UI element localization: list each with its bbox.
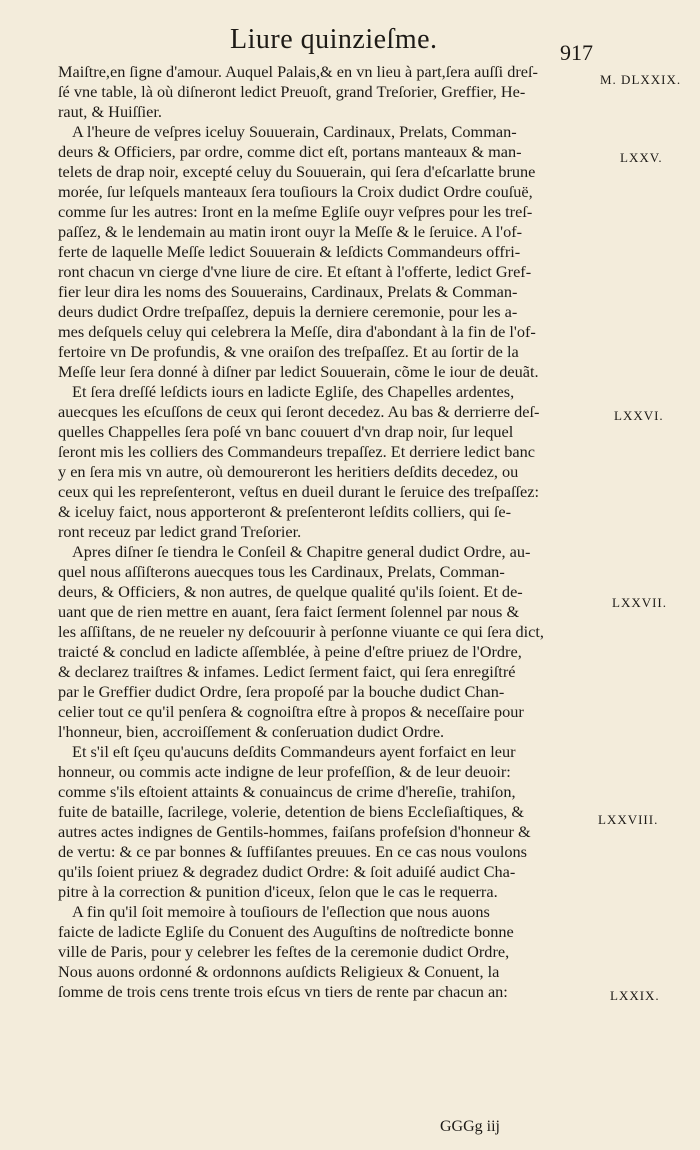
margin-note-article-78: LXXVIII. [598, 812, 659, 827]
text-line: ville de Paris, pour y celebrer les feſtes de la ceremonie dudict Ordre, [58, 942, 510, 961]
paragraph [58, 382, 598, 542]
text-line: quelles Chappelles ſera poſé vn banc couuert d'vn drap noir, ſur lequel [58, 422, 514, 441]
text-line: ront receuz par ledict grand Treſorier. [58, 522, 302, 541]
text-line: paſſez, & le lendemain au matin iront ouyr la Meſſe & le ſeruice. A l'of- [58, 222, 523, 241]
text-line: uant que de rien mettre en auant, ſera faict ſerment ſolennel par nous & [58, 602, 520, 621]
margin-note-article-77: LXXVII. [612, 595, 668, 610]
margin-note-article-76: LXXVI. [614, 408, 664, 423]
text-line: Apres diſner ſe tiendra le Conſeil & Chapitre general dudict Ordre, au- [72, 542, 531, 561]
text-line: deurs, & Officiers, & non autres, de quelque qualité qu'ils ſoient. Et de- [58, 582, 523, 601]
paragraph [58, 62, 598, 122]
text-line: de vertu: & ce par bonnes & ſuffiſantes preuues. En ce cas nous voulons [58, 842, 528, 861]
running-title: Liure quinzieſme. [230, 24, 438, 55]
text-line: ſeront mis les colliers des Commandeurs trepaſſez. Et derriere ledict banc [58, 442, 535, 461]
text-line: deurs & Officiers, par ordre, comme dict eſt, portans manteaux & man- [58, 142, 522, 161]
text-line: comme ſur les autres: Iront en la meſme Egliſe ouyr veſpres pour les treſ- [58, 202, 533, 221]
text-line: ſomme de trois cens trente trois eſcus vn tiers de rente par chacun an: [58, 982, 508, 1001]
text-line: qu'ils ſoient priuez & degradez dudict Ordre: & ſoit aduiſé audict Cha- [58, 862, 516, 881]
text-line: honneur, ou commis acte indigne de leur profeſſion, & de leur deuoir: [58, 762, 511, 781]
paragraph [58, 742, 598, 902]
text-line: deurs dudict Ordre treſpaſſez, depuis la derniere ceremonie, pour les a- [58, 302, 518, 321]
text-line: ferte de laquelle Meſſe ledict Souuerain & leſdicts Commandeurs offri- [58, 242, 521, 261]
text-line: fier leur dira les noms des Souuerains, Cardinaux, Prelats & Comman- [58, 282, 518, 301]
paragraph [58, 902, 598, 1002]
text-line: telets de drap noir, excepté celuy du Souuerain, qui ſera d'eſcarlatte brune [58, 162, 536, 181]
text-line: ront chacun vn cierge d'vne liure de cire. Et eſtant à l'offerte, ledict Gref- [58, 262, 532, 281]
text-line: pitre à la correction & punition d'iceux, ſelon que le cas le requerra. [58, 882, 498, 901]
paragraph [58, 542, 598, 742]
page-number: 917 [560, 40, 593, 65]
margin-note-article-75: LXXV. [620, 150, 663, 165]
text-line: fuite de bataille, ſacrilege, volerie, detention de biens Eccleſiaſtiques, & [58, 802, 525, 821]
paragraph [58, 122, 598, 382]
text-line: ceux qui les repreſenteront, veſtus en dueil durant le ſeruice des treſpaſſez: [58, 482, 540, 501]
text-line: celier tout ce qu'il penſera & cognoiſtra eſtre à propos & neceſſaire pour [58, 702, 524, 721]
text-line: Et ſera dreſſé leſdicts iours en ladicte Egliſe, des Chapelles ardentes, [72, 382, 515, 401]
text-line: Maiſtre,en ſigne d'amour. Auquel Palais,& en vn lieu à part,ſera auſſi dreſ- [58, 62, 538, 81]
margin-note-year: M. DLXXIX. [600, 72, 682, 87]
text-line: Nous auons ordonné & ordonnons auſdicts Religieux & Conuent, la [58, 962, 500, 981]
text-line: ſé vne table, là où diſneront ledict Preuoſt, grand Treſorier, Greffier, He- [58, 82, 526, 101]
text-line: fertoire vn De profundis, & vne oraiſon des treſpaſſez. Et au ſortir de la [58, 342, 519, 361]
text-line: auecques les eſcuſſons de ceux qui ſeront decedez. Au bas & derrierre deſ- [58, 402, 540, 421]
text-line: & iceluy faict, nous apporteront & preſenteront leſdits colliers, qui ſe- [58, 502, 512, 521]
text-line: par le Greffier dudict Ordre, ſera propoſé par la bouche dudict Chan- [58, 682, 505, 701]
text-line: A l'heure de veſpres iceluy Souuerain, Cardinaux, Prelats, Comman- [72, 122, 517, 141]
text-line: y en ſera mis vn autre, où demoureront les heritiers deſdits decedez, ou [58, 462, 519, 481]
margin-note-article-79: LXXIX. [610, 988, 660, 1003]
text-line: & declarez traiſtres & infames. Ledict ſerment faict, qui ſera enregiſtré [58, 662, 516, 681]
text-line: traicté & conclud en ladicte aſſemblée, à peine d'eſtre priuez de l'Ordre, [58, 642, 522, 661]
text-line: l'honneur, bien, accroiſſement & conſeruation dudict Ordre. [58, 722, 445, 741]
text-line: comme s'ils eſtoient attaints & conuaincus de crime d'hereſie, trahiſon, [58, 782, 516, 801]
text-line: raut, & Huiſſier. [58, 102, 162, 121]
text-line: A fin qu'il ſoit memoire à touſiours de l'eſlection que nous auons [72, 902, 490, 921]
text-line: les aſſiſtans, de ne reueler ny deſcouurir à perſonne viuante ce qui ſera dict, [58, 622, 544, 641]
text-line: quel nous aſſiſterons auecques tous les Cardinaux, Prelats, Comman- [58, 562, 505, 581]
signature-mark: GGGg iij [440, 1118, 500, 1135]
text-line: morée, ſur leſquels manteaux ſera touſiours la Croix dudict Ordre couſuë, [58, 182, 533, 201]
text-body [58, 62, 598, 1002]
text-line: Et s'il eſt ſçeu qu'aucuns deſdits Commandeurs ayent forfaict en leur [72, 742, 516, 761]
text-line: autres actes indignes de Gentils-hommes, faiſans profeſsion d'honneur & [58, 822, 531, 841]
text-line: faicte de ladicte Egliſe du Conuent des Auguſtins de noſtredicte bonne [58, 922, 514, 941]
text-line: Meſſe leur ſera donné à diſner par ledict Souuerain, cõme le iour de deuãt. [58, 362, 539, 381]
text-line: mes deſquels celuy qui celebrera la Meſſe, dira d'abondant à la fin de l'of- [58, 322, 536, 341]
